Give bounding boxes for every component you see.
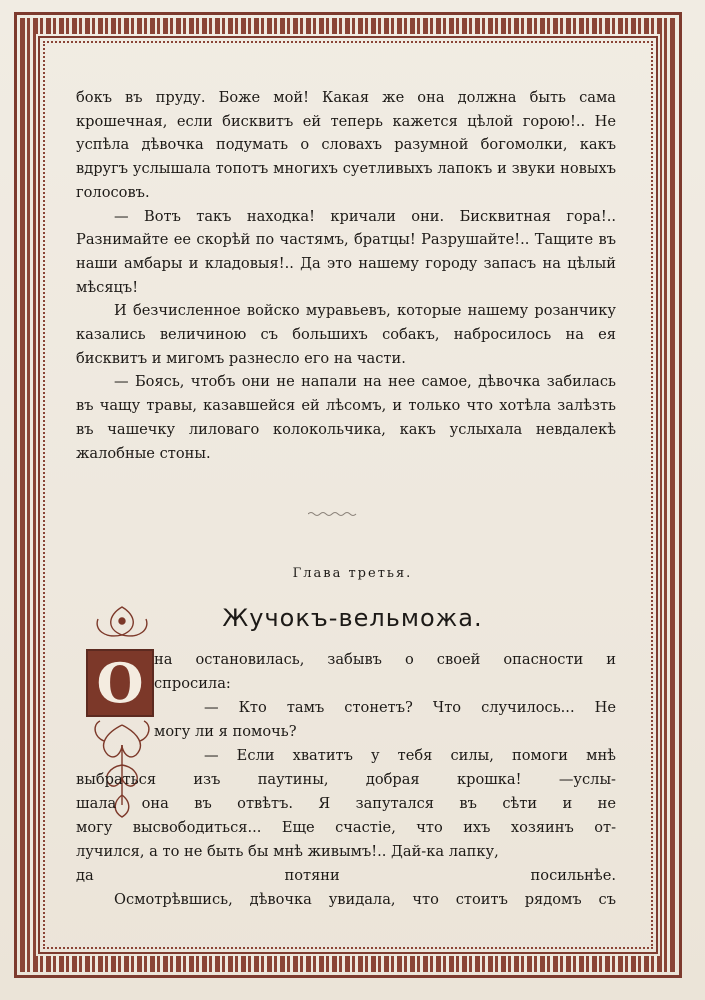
wavy-line-icon	[308, 510, 358, 518]
chapter-line: выбраться изъ паутины, добрая крошка! —услы-	[76, 771, 616, 788]
chapter-two-ending	[76, 86, 616, 465]
chapter-label: Глава третья.	[292, 566, 413, 581]
drop-cap-letter: О	[96, 651, 144, 715]
chapter-line: Осмотрѣвшись, дѣвочка увидала, что стоитъ рядомъ съ	[114, 891, 616, 908]
chapter-line: шала она въ отвѣтъ. Я запутался въ сѣти и не	[76, 795, 616, 812]
chapter-line: — Если хватитъ у тебя силы, помоги мнѣ	[204, 747, 616, 764]
paragraph-1: бокъ въ пруду. Боже мой! Какая же она должна быть сама крошечная, если бисквитъ ей теперь кажется цѣлой горою!.. Не успѣла дѣвочка подумать о словахъ разумной богомолки, какъ вдругъ услышала топотъ многихъ суетливыхъ лапокъ и звуки новыхъ голосовъ.	[76, 89, 616, 201]
chapter-line: могу высвободиться... Еще счастіе, что ихъ хозяинъ от-	[76, 819, 616, 836]
chapter-line: на остановилась, забывъ о своей опасности и	[154, 651, 616, 668]
chapter-line: могу ли я помочь?	[154, 723, 297, 740]
chapter-three-text	[76, 648, 616, 912]
chapter-title: Жучокъ-вельможа.	[222, 604, 483, 632]
chapter-line: лучился, а то не быть бы мнѣ живымъ!.. Дай-ка лапку,	[76, 843, 499, 860]
chapter-line: — Кто тамъ стонетъ? Что случилось... Не	[204, 699, 616, 716]
paragraph-4: — Боясь, чтобъ они не напали на нее самое, дѣвочка забилась въ чащу травы, казавшейся ей лѣсомъ, и только что хотѣла залѣзть въ чашечку лиловаго колокольчика, какъ услыхала невдалекѣ жалобные стоны.	[76, 373, 616, 462]
chapter-line: да потяни посильнѣе.	[76, 867, 616, 884]
paragraph-2: — Вотъ такъ находка! кричали они. Бисквитная гора!.. Разнимайте ее скорѣй по частямъ, братцы! Разрушайте!.. Тащите въ наши амбары и кладовыя!.. Да это нашему городу запасъ на цѣлый мѣсяцъ!	[76, 207, 616, 296]
paragraph-3: И безчисленное войско муравьевъ, которые нашему розанчику казались величиною съ большихъ собакъ, набросилось на ея бисквитъ и мигомъ разнесло его на части.	[76, 302, 616, 367]
chapter-line: спросила:	[154, 675, 231, 692]
